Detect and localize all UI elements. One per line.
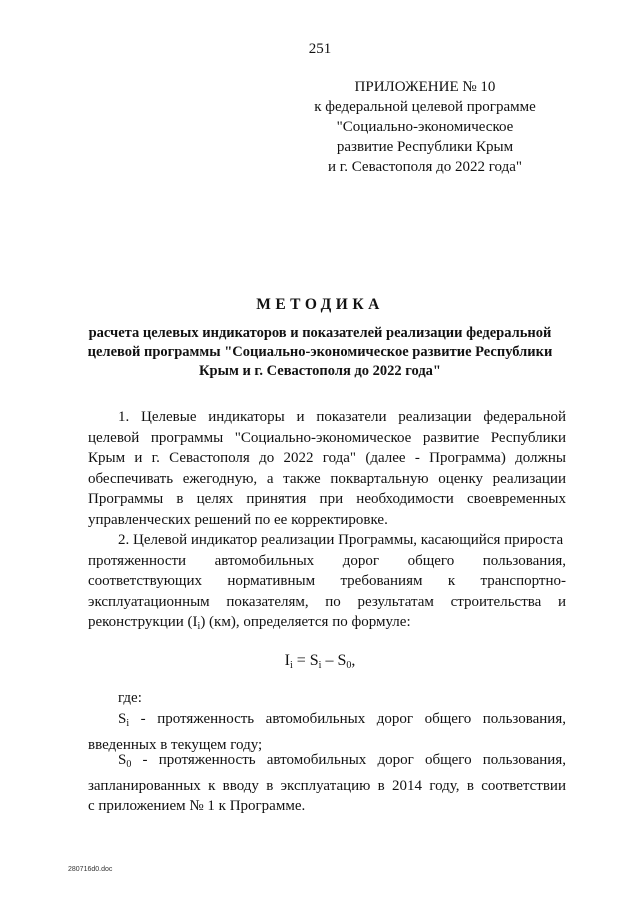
paragraph-1: [88, 407, 566, 530]
subscript: 0: [346, 660, 352, 671]
subscript: i: [197, 621, 201, 632]
formula-part: – S: [321, 652, 347, 669]
subscript: i: [126, 718, 130, 729]
text-line: [88, 709, 566, 735]
paragraph-2: [88, 530, 566, 638]
appendix-line: "Социально-экономическое: [336, 119, 514, 135]
subtitle-line: целевой программы "Социально-экономическое развитие Республики: [87, 344, 553, 360]
formula-part: = S: [292, 652, 319, 669]
text-line: Программы в целях принятия при необходимости своевременных: [88, 491, 566, 507]
text-line: Крым и г. Севастополя до 2022 года" (далее - Программа) должны: [88, 450, 566, 466]
formula-part: ,: [351, 652, 356, 669]
definition-s0: [88, 750, 566, 817]
text-fragment: ) (км), определяется по формуле:: [200, 614, 411, 630]
definition-si: [88, 709, 566, 755]
text-line: протяженности автомобильных дорог общего пользования,: [88, 552, 566, 569]
appendix-line: к федеральной целевой программе: [314, 99, 536, 115]
text-fragment: - протяженность автомобильных дорог общего пользования,: [129, 711, 566, 727]
appendix-line: развитие Республики Крым: [336, 139, 514, 155]
text-line: соответствующих нормативным требованиям к транспортно-: [88, 573, 566, 589]
text-line: запланированных к вводу в эксплуатацию в 2014 году, в соответствии: [88, 777, 566, 794]
document-title: МЕТОДИКА: [256, 296, 384, 313]
subscript: 0: [126, 759, 132, 770]
text-line: [88, 750, 566, 776]
page-number: 251: [308, 41, 332, 57]
subtitle-line: Крым и г. Севастополя до 2022 года": [199, 363, 441, 379]
text-line: управленческих решений по ее корректировке.: [88, 511, 388, 528]
text-line: [88, 612, 566, 638]
symbol: S: [118, 752, 127, 768]
text-line: с приложением № 1 к Программе.: [88, 798, 306, 814]
text-line: введенных в текущем году;: [88, 736, 263, 753]
subtitle-line: расчета целевых индикаторов и показателей реализации федеральной: [88, 325, 552, 341]
appendix-line: и г. Севастополя до 2022 года": [328, 159, 522, 175]
text-line: обеспечивать ежегодную, а также поквартальную оценку реализации: [88, 470, 566, 487]
text-line: 1. Целевые индикаторы и показатели реализации федеральной: [118, 409, 566, 425]
text-line: целевой программы "Социально-экономическое развитие Республики: [88, 429, 566, 446]
text-fragment: - протяженность автомобильных дорог общего пользования,: [131, 752, 566, 768]
symbol: S: [118, 711, 127, 727]
appendix-header: [290, 77, 560, 177]
where-label: [88, 688, 566, 709]
text-line: 2. Целевой индикатор реализации Программы, касающийся прироста: [118, 532, 564, 548]
formula-part: I: [284, 652, 290, 669]
formula: [0, 652, 640, 671]
text-line: эксплуатационным показателям, по результатам строительства и: [88, 593, 566, 610]
text-fragment: реконструкции (I: [88, 614, 198, 630]
document-subtitle: [60, 324, 580, 381]
subscript: i: [318, 660, 322, 671]
file-name-footer: 280716d0.doc: [68, 866, 113, 873]
text-line: где:: [118, 690, 142, 706]
appendix-line: ПРИЛОЖЕНИЕ № 10: [354, 79, 496, 95]
subscript: i: [289, 660, 293, 671]
